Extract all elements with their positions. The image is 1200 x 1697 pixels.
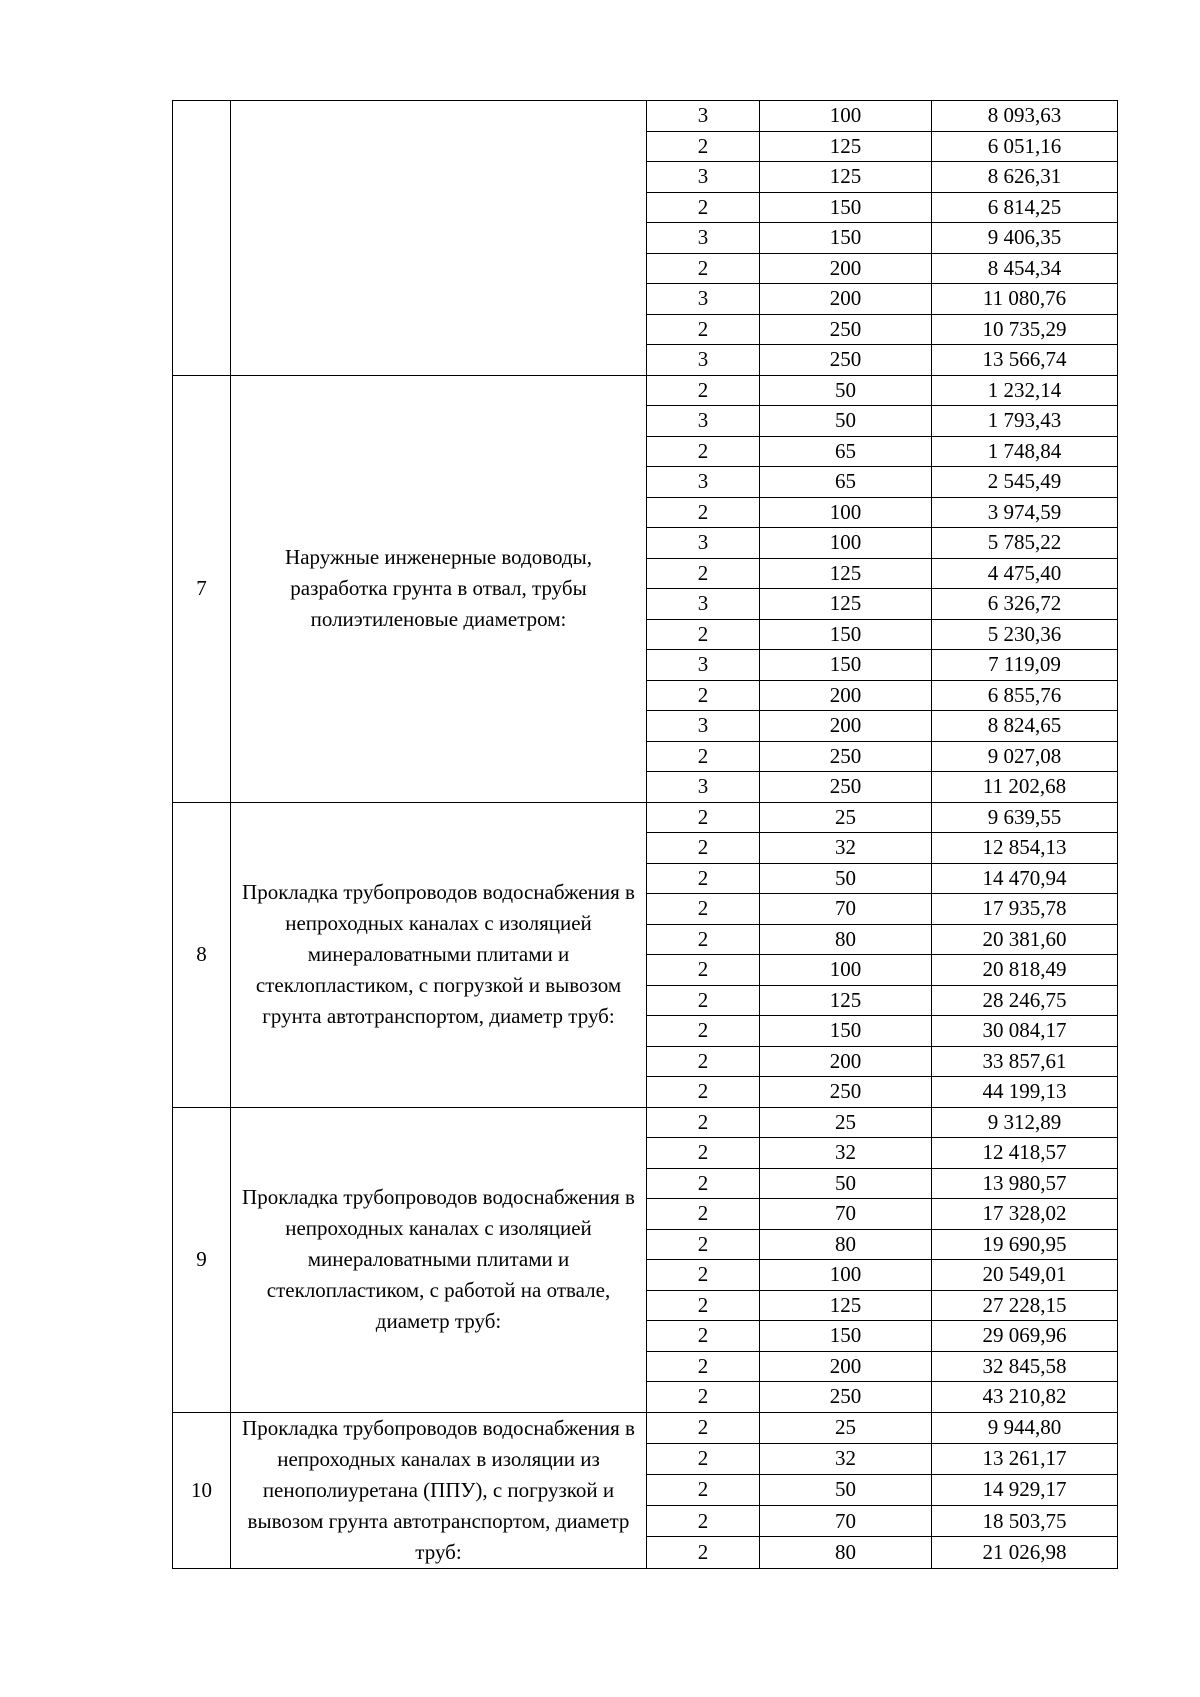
layer-count-cell: 2 bbox=[647, 1290, 760, 1321]
layer-count-cell: 2 bbox=[647, 741, 760, 772]
pipe-diameter-cell: 150 bbox=[760, 1321, 932, 1352]
price-cell: 8 093,63 bbox=[932, 101, 1118, 132]
layer-count-cell: 2 bbox=[647, 985, 760, 1016]
pipe-diameter-cell: 50 bbox=[760, 406, 932, 437]
pipe-diameter-cell: 80 bbox=[760, 924, 932, 955]
layer-count-cell: 2 bbox=[647, 314, 760, 345]
item-number bbox=[173, 101, 231, 376]
price-cell: 1 748,84 bbox=[932, 436, 1118, 467]
pipe-diameter-cell: 150 bbox=[760, 619, 932, 650]
work-description: Прокладка трубопроводов водоснабжения в непроходных каналах в изоляции из пенополиуретана (ППУ), с погрузкой и вывозом грунта автотранспортом, диаметр труб: bbox=[231, 1412, 647, 1568]
pipe-diameter-cell: 200 bbox=[760, 253, 932, 284]
layer-count-cell: 3 bbox=[647, 589, 760, 620]
pipe-diameter-cell: 70 bbox=[760, 1506, 932, 1537]
price-cell: 1 793,43 bbox=[932, 406, 1118, 437]
table-row bbox=[173, 1107, 1118, 1138]
pipe-diameter-cell: 32 bbox=[760, 1138, 932, 1169]
table-row bbox=[173, 802, 1118, 833]
price-table bbox=[172, 100, 1118, 1569]
price-cell: 2 545,49 bbox=[932, 467, 1118, 498]
pipe-diameter-cell: 50 bbox=[760, 375, 932, 406]
price-table-body bbox=[173, 101, 1118, 1569]
table-row bbox=[173, 375, 1118, 406]
price-cell: 8 454,34 bbox=[932, 253, 1118, 284]
pipe-diameter-cell: 80 bbox=[760, 1537, 932, 1568]
pipe-diameter-cell: 32 bbox=[760, 833, 932, 864]
price-cell: 11 202,68 bbox=[932, 772, 1118, 803]
pipe-diameter-cell: 200 bbox=[760, 284, 932, 315]
table-row bbox=[173, 101, 1118, 132]
layer-count-cell: 2 bbox=[647, 1229, 760, 1260]
pipe-diameter-cell: 150 bbox=[760, 192, 932, 223]
price-cell: 12 418,57 bbox=[932, 1138, 1118, 1169]
pipe-diameter-cell: 80 bbox=[760, 1229, 932, 1260]
layer-count-cell: 2 bbox=[647, 1506, 760, 1537]
work-description: Прокладка трубопроводов водоснабжения в непроходных каналах с изоляцией минераловатными плитами и стеклопластиком, с погрузкой и вывозом грунта автотранспортом, диаметр труб: bbox=[231, 802, 647, 1107]
layer-count-cell: 2 bbox=[647, 253, 760, 284]
layer-count-cell: 2 bbox=[647, 1474, 760, 1505]
price-cell: 6 326,72 bbox=[932, 589, 1118, 620]
pipe-diameter-cell: 50 bbox=[760, 1474, 932, 1505]
pipe-diameter-cell: 125 bbox=[760, 162, 932, 193]
price-cell: 5 785,22 bbox=[932, 528, 1118, 559]
item-number: 8 bbox=[173, 802, 231, 1107]
price-cell: 10 735,29 bbox=[932, 314, 1118, 345]
layer-count-cell: 2 bbox=[647, 1351, 760, 1382]
item-number: 7 bbox=[173, 375, 231, 802]
pipe-diameter-cell: 125 bbox=[760, 1290, 932, 1321]
layer-count-cell: 2 bbox=[647, 1260, 760, 1291]
price-cell: 32 845,58 bbox=[932, 1351, 1118, 1382]
price-cell: 33 857,61 bbox=[932, 1046, 1118, 1077]
pipe-diameter-cell: 150 bbox=[760, 650, 932, 681]
layer-count-cell: 3 bbox=[647, 467, 760, 498]
layer-count-cell: 3 bbox=[647, 772, 760, 803]
pipe-diameter-cell: 100 bbox=[760, 101, 932, 132]
pipe-diameter-cell: 250 bbox=[760, 772, 932, 803]
price-cell: 19 690,95 bbox=[932, 1229, 1118, 1260]
layer-count-cell: 2 bbox=[647, 1199, 760, 1230]
layer-count-cell: 2 bbox=[647, 802, 760, 833]
pipe-diameter-cell: 65 bbox=[760, 436, 932, 467]
pipe-diameter-cell: 32 bbox=[760, 1443, 932, 1474]
price-cell: 6 814,25 bbox=[932, 192, 1118, 223]
pipe-diameter-cell: 250 bbox=[760, 1382, 932, 1413]
pipe-diameter-cell: 50 bbox=[760, 1168, 932, 1199]
layer-count-cell: 2 bbox=[647, 1138, 760, 1169]
pipe-diameter-cell: 150 bbox=[760, 223, 932, 254]
price-cell: 6 855,76 bbox=[932, 680, 1118, 711]
pipe-diameter-cell: 125 bbox=[760, 131, 932, 162]
price-cell: 14 929,17 bbox=[932, 1474, 1118, 1505]
price-cell: 20 818,49 bbox=[932, 955, 1118, 986]
price-cell: 6 051,16 bbox=[932, 131, 1118, 162]
table-row bbox=[173, 1412, 1118, 1443]
layer-count-cell: 3 bbox=[647, 345, 760, 376]
price-cell: 5 230,36 bbox=[932, 619, 1118, 650]
pipe-diameter-cell: 25 bbox=[760, 802, 932, 833]
price-cell: 44 199,13 bbox=[932, 1077, 1118, 1108]
layer-count-cell: 3 bbox=[647, 101, 760, 132]
pipe-diameter-cell: 200 bbox=[760, 680, 932, 711]
pipe-diameter-cell: 250 bbox=[760, 345, 932, 376]
layer-count-cell: 2 bbox=[647, 1046, 760, 1077]
layer-count-cell: 2 bbox=[647, 1107, 760, 1138]
price-cell: 27 228,15 bbox=[932, 1290, 1118, 1321]
price-cell: 18 503,75 bbox=[932, 1506, 1118, 1537]
price-cell: 12 854,13 bbox=[932, 833, 1118, 864]
layer-count-cell: 2 bbox=[647, 1016, 760, 1047]
price-cell: 9 944,80 bbox=[932, 1412, 1118, 1443]
pipe-diameter-cell: 200 bbox=[760, 1046, 932, 1077]
pipe-diameter-cell: 100 bbox=[760, 497, 932, 528]
price-cell: 11 080,76 bbox=[932, 284, 1118, 315]
price-cell: 29 069,96 bbox=[932, 1321, 1118, 1352]
pipe-diameter-cell: 250 bbox=[760, 741, 932, 772]
layer-count-cell: 2 bbox=[647, 436, 760, 467]
layer-count-cell: 2 bbox=[647, 1443, 760, 1474]
price-cell: 43 210,82 bbox=[932, 1382, 1118, 1413]
pipe-diameter-cell: 25 bbox=[760, 1107, 932, 1138]
pipe-diameter-cell: 125 bbox=[760, 985, 932, 1016]
pipe-diameter-cell: 125 bbox=[760, 558, 932, 589]
layer-count-cell: 2 bbox=[647, 497, 760, 528]
layer-count-cell: 2 bbox=[647, 131, 760, 162]
pipe-diameter-cell: 65 bbox=[760, 467, 932, 498]
layer-count-cell: 2 bbox=[647, 680, 760, 711]
layer-count-cell: 3 bbox=[647, 650, 760, 681]
price-cell: 3 974,59 bbox=[932, 497, 1118, 528]
price-cell: 9 027,08 bbox=[932, 741, 1118, 772]
price-cell: 13 261,17 bbox=[932, 1443, 1118, 1474]
price-cell: 4 475,40 bbox=[932, 558, 1118, 589]
price-cell: 30 084,17 bbox=[932, 1016, 1118, 1047]
price-cell: 13 566,74 bbox=[932, 345, 1118, 376]
price-cell: 7 119,09 bbox=[932, 650, 1118, 681]
layer-count-cell: 2 bbox=[647, 863, 760, 894]
pipe-diameter-cell: 70 bbox=[760, 894, 932, 925]
price-cell: 9 312,89 bbox=[932, 1107, 1118, 1138]
pipe-diameter-cell: 70 bbox=[760, 1199, 932, 1230]
layer-count-cell: 2 bbox=[647, 924, 760, 955]
price-cell: 1 232,14 bbox=[932, 375, 1118, 406]
layer-count-cell: 2 bbox=[647, 619, 760, 650]
layer-count-cell: 3 bbox=[647, 406, 760, 437]
layer-count-cell: 2 bbox=[647, 1537, 760, 1568]
price-cell: 17 935,78 bbox=[932, 894, 1118, 925]
layer-count-cell: 3 bbox=[647, 284, 760, 315]
layer-count-cell: 3 bbox=[647, 528, 760, 559]
price-cell: 8 824,65 bbox=[932, 711, 1118, 742]
layer-count-cell: 2 bbox=[647, 894, 760, 925]
work-description: Наружные инженерные водоводы, разработка грунта в отвал, трубы полиэтиленовые диаметром: bbox=[231, 375, 647, 802]
pipe-diameter-cell: 25 bbox=[760, 1412, 932, 1443]
pipe-diameter-cell: 100 bbox=[760, 1260, 932, 1291]
price-cell: 9 639,55 bbox=[932, 802, 1118, 833]
layer-count-cell: 2 bbox=[647, 375, 760, 406]
price-cell: 20 381,60 bbox=[932, 924, 1118, 955]
pipe-diameter-cell: 250 bbox=[760, 1077, 932, 1108]
pipe-diameter-cell: 50 bbox=[760, 863, 932, 894]
layer-count-cell: 2 bbox=[647, 833, 760, 864]
price-cell: 14 470,94 bbox=[932, 863, 1118, 894]
layer-count-cell: 2 bbox=[647, 955, 760, 986]
item-number: 10 bbox=[173, 1412, 231, 1568]
price-cell: 17 328,02 bbox=[932, 1199, 1118, 1230]
pipe-diameter-cell: 150 bbox=[760, 1016, 932, 1047]
layer-count-cell: 3 bbox=[647, 223, 760, 254]
work-description: Прокладка трубопроводов водоснабжения в непроходных каналах с изоляцией минераловатными плитами и стеклопластиком, с работой на отвале, диаметр труб: bbox=[231, 1107, 647, 1412]
layer-count-cell: 2 bbox=[647, 1168, 760, 1199]
pipe-diameter-cell: 125 bbox=[760, 589, 932, 620]
pipe-diameter-cell: 200 bbox=[760, 1351, 932, 1382]
layer-count-cell: 2 bbox=[647, 1321, 760, 1352]
layer-count-cell: 2 bbox=[647, 1077, 760, 1108]
price-cell: 8 626,31 bbox=[932, 162, 1118, 193]
price-cell: 13 980,57 bbox=[932, 1168, 1118, 1199]
item-number: 9 bbox=[173, 1107, 231, 1412]
layer-count-cell: 2 bbox=[647, 1382, 760, 1413]
work-description bbox=[231, 101, 647, 376]
price-cell: 20 549,01 bbox=[932, 1260, 1118, 1291]
pipe-diameter-cell: 100 bbox=[760, 955, 932, 986]
layer-count-cell: 2 bbox=[647, 192, 760, 223]
price-cell: 28 246,75 bbox=[932, 985, 1118, 1016]
layer-count-cell: 3 bbox=[647, 711, 760, 742]
layer-count-cell: 2 bbox=[647, 1412, 760, 1443]
price-cell: 21 026,98 bbox=[932, 1537, 1118, 1568]
pipe-diameter-cell: 250 bbox=[760, 314, 932, 345]
price-cell: 9 406,35 bbox=[932, 223, 1118, 254]
layer-count-cell: 3 bbox=[647, 162, 760, 193]
pipe-diameter-cell: 100 bbox=[760, 528, 932, 559]
layer-count-cell: 2 bbox=[647, 558, 760, 589]
pipe-diameter-cell: 200 bbox=[760, 711, 932, 742]
